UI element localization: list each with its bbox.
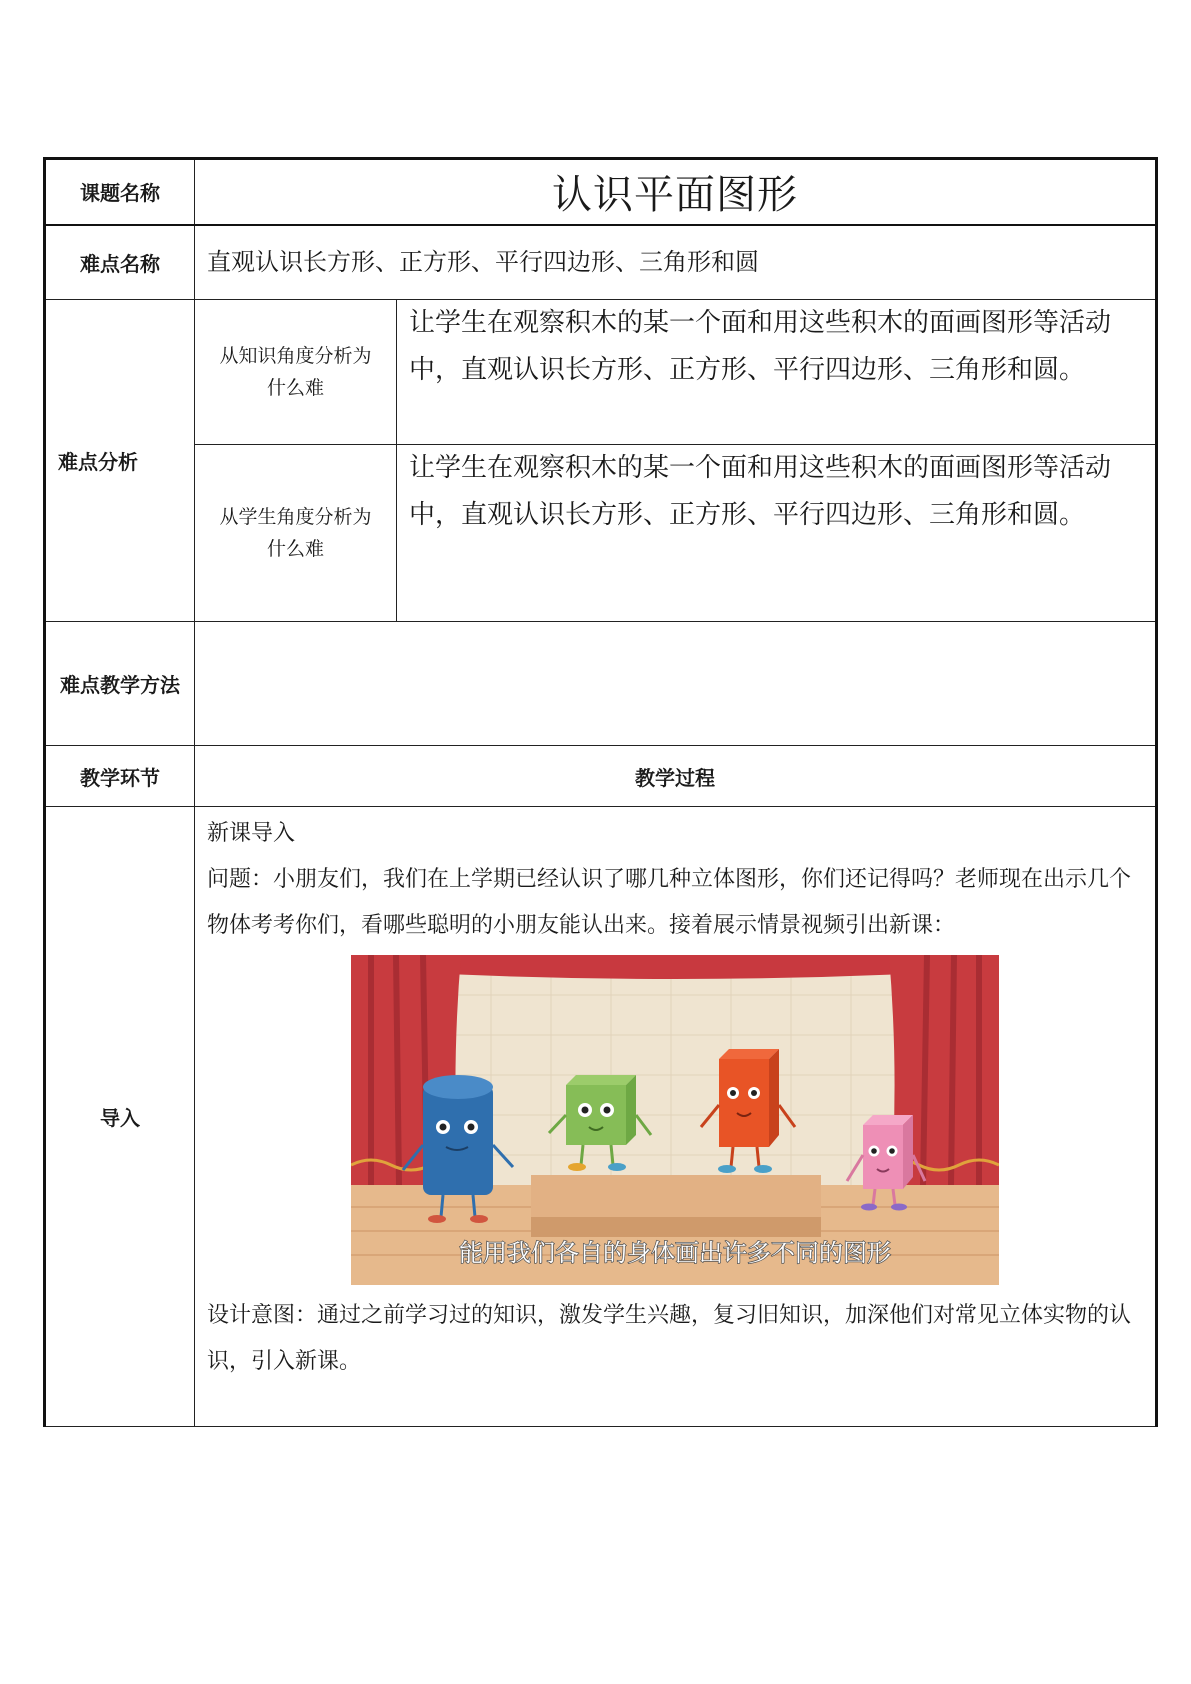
analysis-knowledge-label xyxy=(195,300,397,445)
analysis-knowledge-label-text: 从知识角度分析为什么难 xyxy=(219,345,372,399)
analysis-label: 难点分析 xyxy=(45,300,195,622)
course-title: 认识平面图形 xyxy=(195,159,1157,225)
difficulty-value: 直观认识长方形、正方形、平行四边形、三角形和圆 xyxy=(195,225,1157,300)
analysis-knowledge-text: 让学生在观察积木的某一个面和用这些积木的面画图形等活动中，直观认识长方形、正方形、平行四边形、三角形和圆。 xyxy=(397,300,1157,445)
intro-label: 导入 xyxy=(45,807,195,1427)
video-subtitle: 能用我们各自的身体画出许多不同的图形 xyxy=(459,1239,891,1267)
row-analysis-student xyxy=(45,445,1157,622)
row-course xyxy=(45,159,1157,225)
lesson-plan-table xyxy=(43,157,1158,1427)
intro-question: 问题：小朋友们，我们在上学期已经认识了哪几种立体图形，你们还记得吗？老师现在出示几个物体考考你们，看哪些聪明的小朋友能认出来。接着展示情景视频引出新课： xyxy=(207,867,1132,938)
course-label: 课题名称 xyxy=(45,159,195,225)
method-label: 难点教学方法 xyxy=(45,622,195,746)
difficulty-label: 难点名称 xyxy=(45,225,195,300)
intro-title: 新课导入 xyxy=(207,821,296,846)
row-difficulty xyxy=(45,225,1157,300)
stage-header: 教学环节 xyxy=(45,746,195,807)
design-intent: 设计意图：通过之前学习过的知识，激发学生兴趣，复习旧知识，加深他们对常见立体实物的认识，引入新课。 xyxy=(207,1303,1132,1374)
analysis-student-label-text: 从学生角度分析为什么难 xyxy=(219,506,372,560)
analysis-student-label xyxy=(195,445,397,622)
lesson-plan-sheet xyxy=(43,157,1155,1427)
method-value xyxy=(195,622,1157,746)
row-intro xyxy=(45,807,1157,1427)
video-still-image xyxy=(351,955,999,1285)
process-header: 教学过程 xyxy=(195,746,1157,807)
analysis-student-text: 让学生在观察积木的某一个面和用这些积木的面画图形等活动中，直观认识长方形、正方形、平行四边形、三角形和圆。 xyxy=(397,445,1157,622)
row-method xyxy=(45,622,1157,746)
row-headers xyxy=(45,746,1157,807)
intro-cell xyxy=(195,807,1157,1427)
row-analysis-knowledge xyxy=(45,300,1157,445)
